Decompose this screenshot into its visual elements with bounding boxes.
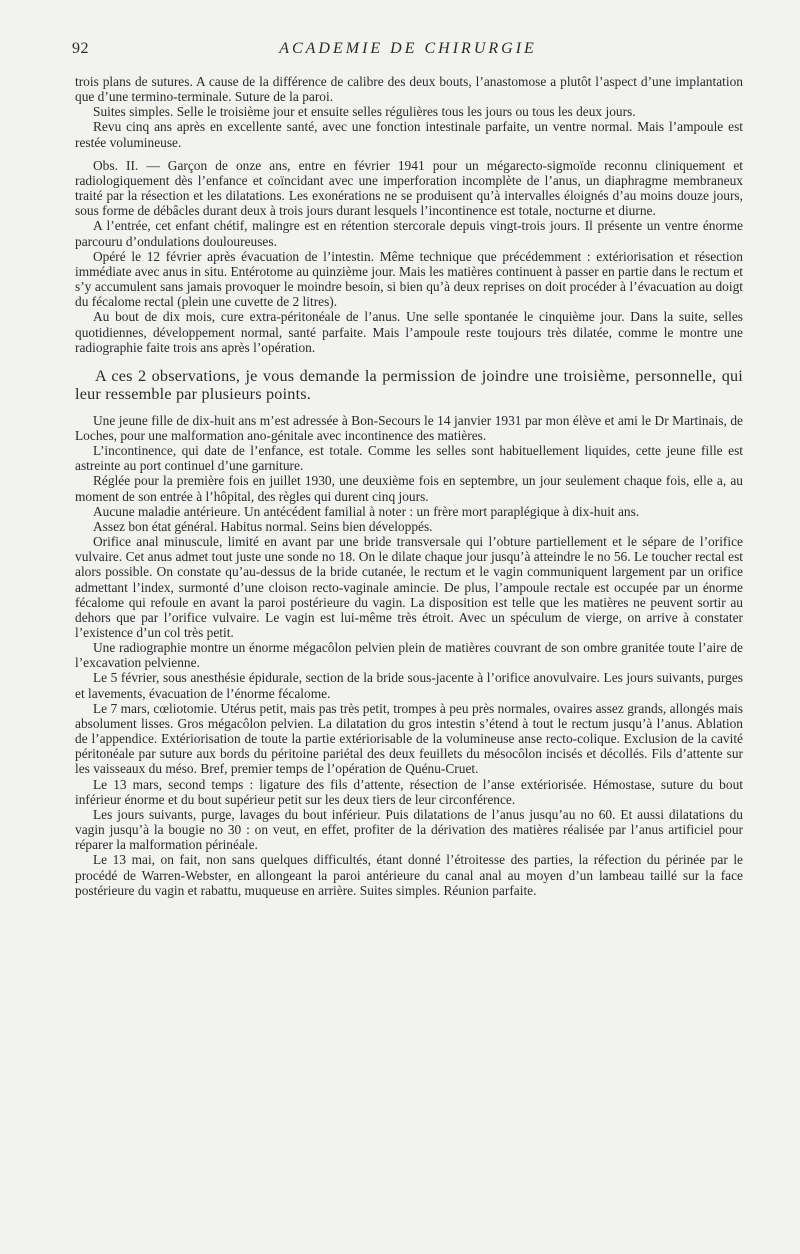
paragraph: Réglée pour la première fois en juillet 1930, une deuxième fois en septembre, un jour seulement chaque fois, elle a, au moment de son entrée à l’hôpital, des règles qui durent cinq jours. (75, 473, 743, 504)
paragraph: Au bout de dix mois, cure extra-péritonéale de l’anus. Une selle spontanée le cinquième jour. Dans la suite, selles quotidiennes, développement normal, santé parfaite. Mais l’ampoule reste toujours très dilatée, comme le montre une radiographie faite trois ans après l’opération. (75, 309, 743, 355)
paragraph: Le 13 mai, on fait, non sans quelques difficultés, étant donné l’étroitesse des parties, la réfection du périnée par le procédé de Warren-Webster, en allongeant la paroi antérieure du canal anal au moyen d’un lambeau taillé sur la face postérieure du vagin et rabattu, muqueuse en arrière. Suites simples. Réunion parfaite. (75, 852, 743, 898)
paragraph: A l’entrée, cet enfant chétif, malingre est en rétention stercorale depuis vingt-trois jours. Il présente un ventre énorme parcouru d’ondulations douloureuses. (75, 218, 743, 249)
paragraph: Aucune maladie antérieure. Un antécédent familial à noter : un frère mort paraplégique à dix-huit ans. (93, 503, 640, 519)
paragraph: Une radiographie montre un énorme mégacôlon pelvien plein de matières couvrant de son ombre granitée toute l’aire de l’excavation pelvienne. (75, 640, 743, 671)
running-head: ACADEMIE DE CHIRURGIE (279, 40, 537, 57)
paragraph: Assez bon état général. Habitus normal. Seins bien développés. (93, 518, 433, 534)
observation-heading-paragraph: Obs. II. — Garçon de onze ans, entre en février 1941 pour un mégarecto-sigmoïde reconnu cliniquement et radiologiquement dès l’enfance et coïncidant avec une imperforation incomplète de l’anus, un diaphragme membraneux traité par la résection et les dilatations. Les exonérations ne se produisent qu’à intervalles éloignés d’au moins douze jours, sous forme de débâcles durant deux à trois jours durant lesquels l’incontinence est totale, nocturne et diurne. (75, 157, 743, 219)
paragraph: Le 5 février, sous anesthésie épidurale, section de la bride sous-jacente à l’orifice anovulvaire. Les jours suivants, purges et lavements, évacuation de l’énorme fécalome. (75, 670, 743, 701)
paragraph: Le 7 mars, cœliotomie. Utérus petit, mais pas très petit, trompes à peu près normales, ovaires assez grands, allongés mais absolument lisses. Gros mégacôlon pelvien. La dilatation du gros intestin s’étend à tout le rectum jusqu’à l’anus. Ablation de l’appendice. Extériorisation de toute la partie extériorisable de la volumineuse anse recto-colique. Exclusion de la cavité péritonéale par suture aux bords du péritoine pariétal des deux feuillets du mésocôlon incisés et décollés. Fils d’attente sur les vaisseaux du méso. Bref, premier temps de l’opération de Quénu-Cruet. (75, 700, 743, 777)
paragraph: Revu cinq ans après en excellente santé, avec une fonction intestinale parfaite, un ventre normal. Mais l’ampoule est restée volumineuse. (75, 119, 743, 150)
paragraph: L’incontinence, qui date de l’enfance, est totale. Comme les selles sont habituellement liquides, cette jeune fille est astreinte au port continuel d’une garniture. (75, 443, 743, 474)
paragraph: Les jours suivants, purge, lavages du bout inférieur. Puis dilatations de l’anus jusqu’au no 60. Et aussi dilatations du vagin jusqu’à la bougie no 30 : on veut, en effet, profiter de la dérivation des matières réalisée par l’anus artificiel pour réparer la malformation périnéale. (75, 806, 743, 853)
paragraph: Le 13 mars, second temps : ligature des fils d’attente, résection de l’anse extériorisée. Hémostase, suture du bout inférieur énorme et du bout supérieur petit sur les deux tiers de leur circonférence. (75, 776, 743, 807)
paragraph: Orifice anal minuscule, limité en avant par une bride transversale qui l’obture partiellement et le sépare de l’orifice vulvaire. Cet anus admet tout juste une sonde no 18. On le dilate chaque jour jusqu’à atteindre le no 56. Le toucher rectal est alors possible. On constate qu’au-dessus de la bride cutanée, le rectum et le vagin communiquent largement par un orifice admettant l’index, surmonté d’une cloison recto-vaginale amincie. De plus, l’ampoule rectale est occupée par un énorme fécalome qui refoule en avant la paroi postérieure du vagin. La disposition est telle que les matières ne peuvent sortir au dehors que par l’orifice vulvaire. Le vagin est lui-même très étroit. Avec un spéculum de vierge, on arrive à constater l’existence d’un col très petit. (75, 534, 743, 640)
page-number: 92 (72, 40, 89, 57)
paragraph: Suites simples. Selle le troisième jour et ensuite selles régulières tous les jours ou tous les deux jours. (93, 104, 636, 120)
paragraph: Une jeune fille de dix-huit ans m’est adressée à Bon-Secours le 14 janvier 1931 par mon élève et ami le Dr Martinais, de Loches, pour une malformation ano-génitale avec incontinence des matières. (75, 412, 743, 443)
body-text (75, 74, 743, 898)
lead-paragraph: A ces 2 observations, je vous demande la permission de joindre une troisième, personnelle, qui leur ressemble par plusieurs points. (75, 366, 743, 403)
paragraph: trois plans de sutures. A cause de la différence de calibre des deux bouts, l’anastomose a plutôt l’aspect d’une implantation que d’une termino-terminale. Suture de la paroi. (75, 74, 743, 105)
page-header (72, 40, 744, 62)
paragraph: Opéré le 12 février après évacuation de l’intestin. Même technique que précédemment : extériorisation et résection immédiate avec anus in situ. Entérotome au quinzième jour. Mais les matières continuent à passer en partie dans le rectum et s’y accumulent sans jamais provoquer le moindre besoin, si bien qu’à deux reprises on doit procéder à l’évacuation au doigt du fécalome rectal (plein une cuvette de 2 litres). (75, 248, 743, 310)
